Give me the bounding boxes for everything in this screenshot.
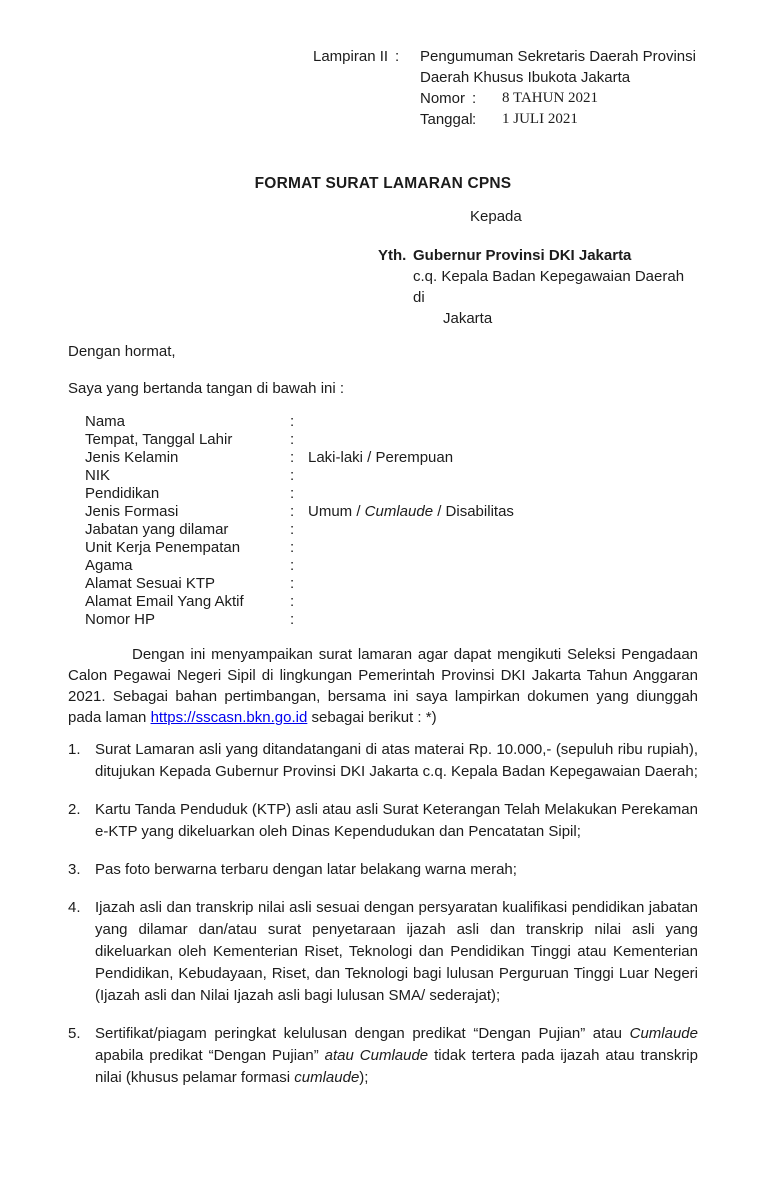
form-field-value [308,485,698,503]
list-item-text [95,799,698,843]
form-field-colon: : [290,413,295,430]
list-item-text [95,897,698,1007]
yth-label: Yth. [378,247,407,264]
form-row [85,503,698,521]
form-field-value [308,503,698,521]
text-segment: Laki-laki / Perempuan [308,449,454,466]
recipient-city: Jakarta [443,310,493,327]
meta-label: Tanggal [420,111,473,128]
form-row [85,467,698,485]
text-segment: Ijazah asli dan transkrip nilai asli sesuai dengan persyaratan kualifikasi pendidikan jabatan yang dilamar dan/atau surat penyetaraan ijazah asli dan transkrip nilai asli yang dikeluarkan oleh Kementerian Riset, Teknologi dan Pendidikan Tinggi atau Kementerian Pendidikan, Kebudayaan, Riset, dan Teknologi bagi lulusan Perguruan Tinggi Luar Negeri (Ijazah asli dan Nilai Ijazah asli bagi lulusan SMA/ sederajat); [95,899,698,1004]
form-field-colon: : [290,467,295,484]
form-field-value [308,413,698,431]
form-field-colon: : [290,539,295,556]
text-segment: tidak tertera pada ijazah atau transkrip nilai (khusus pelamar formasi [95,1047,698,1086]
form-field-value [308,449,698,467]
recipient-name: Gubernur Provinsi DKI Jakarta [413,247,632,264]
text-segment: Pas foto berwarna terbaru dengan latar belakang warna merah; [95,861,517,878]
form-field-label: Alamat Sesuai KTP [85,575,216,592]
form-field-label: Jenis Formasi [85,503,179,520]
list-item-number: 4. [68,899,81,916]
form-field-label: Tempat, Tanggal Lahir [85,431,233,448]
applicant-form [85,413,698,629]
list-item [68,859,698,881]
list-item-number: 3. [68,861,81,878]
lampiran-header [313,46,698,130]
list-item [68,1023,698,1089]
form-field-value [308,611,698,629]
form-field-label: Jabatan yang dilamar [85,521,229,538]
form-field-colon: : [290,485,295,502]
form-field-label: NIK [85,467,111,484]
list-item-text [95,739,698,783]
page-title: FORMAT SURAT LAMARAN CPNS [254,175,512,192]
form-field-colon: : [290,611,295,628]
sscasn-link[interactable]: https://sscasn.bkn.go.id [150,709,308,726]
text-segment: cumlaude [294,1069,360,1086]
lampiran-subject-line: Daerah Khusus Ibukota Jakarta [420,69,631,86]
meta-colon: : [472,90,477,107]
list-item-text [95,859,698,881]
form-field-label: Nama [85,413,126,430]
recipient-cq-line: c.q. Kepala Badan Kepegawaian Daerah [413,268,685,285]
lampiran-meta-row [420,109,698,130]
text-segment: ); [359,1069,369,1086]
text-segment: Surat Lamaran asli yang ditandatangani di atas materai Rp. 10.000,- (sepuluh ribu rupiah), ditujukan Kepada Gubernur Provinsi DKI Jakarta c.q. Kepala Badan Kepegawaian Daerah; [95,741,698,780]
lampiran-content [420,46,698,130]
lampiran-meta [420,88,698,130]
list-item-number: 5. [68,1025,81,1042]
recipient-block [378,245,698,329]
form-field-colon: : [290,557,295,574]
form-field-value [308,557,698,575]
lampiran-subject [420,46,698,88]
form-row [85,575,698,593]
kepada-label: Kepada [470,208,522,225]
text-segment: apabila predikat “Dengan Pujian” [95,1047,325,1064]
form-row [85,557,698,575]
form-row [85,593,698,611]
list-item-number: 1. [68,741,81,758]
text-segment: Dengan ini menyampaikan surat lamaran agar dapat mengikuti Seleksi Pengadaan Calon Pegawai Negeri Sipil di lingkungan Pemerintah Provinsi DKI Jakarta Tahun Anggaran 2021. Sebagai bahan pertimbangan, bersama ini saya lampirkan dokumen yang diunggah pada laman [68,646,698,726]
form-field-label: Agama [85,557,133,574]
text-segment: Kartu Tanda Penduduk (KTP) asli atau asli Surat Keterangan Telah Melakukan Perekaman e-KTP yang dikeluarkan oleh Dinas Kependudukan dan Pencatatan Sipil; [95,801,698,840]
form-field-label: Unit Kerja Penempatan [85,539,241,556]
form-row [85,611,698,629]
form-field-value [308,521,698,539]
form-field-value [308,593,698,611]
text-segment: Cumlaude [629,1025,698,1042]
list-item-number: 2. [68,801,81,818]
text-segment: atau Cumlaude [324,1047,429,1064]
form-row [85,449,698,467]
form-field-colon: : [290,449,295,466]
lampiran-meta-row [420,88,698,109]
text-segment: Umum / [308,503,365,520]
form-field-label: Pendidikan [85,485,160,502]
form-field-colon: : [290,431,295,448]
meta-colon: : [472,111,477,128]
lampiran-label: Lampiran II [313,48,389,65]
meta-label: Nomor [420,90,466,107]
form-row [85,539,698,557]
form-field-label: Alamat Email Yang Aktif [85,593,244,610]
document-list [68,739,698,1089]
form-row [85,413,698,431]
list-item [68,897,698,1007]
form-field-colon: : [290,521,295,538]
form-field-value [308,431,698,449]
form-row [85,431,698,449]
body-paragraph [68,644,698,728]
text-segment: sebagai berikut : *) [307,709,437,726]
text-segment: / Disabilitas [433,503,514,520]
form-row [85,485,698,503]
form-row [85,521,698,539]
list-item [68,739,698,783]
text-segment: Cumlaude [364,503,434,520]
salutation: Dengan hormat, [68,343,176,360]
intro-line: Saya yang bertanda tangan di bawah ini : [68,380,345,397]
meta-value: 8 TAHUN 2021 [502,90,599,106]
recipient-di-label: di [413,289,425,306]
form-field-colon: : [290,593,295,610]
form-field-label: Jenis Kelamin [85,449,179,466]
meta-value: 1 JULI 2021 [502,111,578,127]
form-field-value [308,539,698,557]
form-field-colon: : [290,575,295,592]
lampiran-colon: : [395,48,400,65]
text-segment: Sertifikat/piagam peringkat kelulusan dengan predikat “Dengan Pujian” atau [95,1025,630,1042]
list-item-text [95,1023,698,1089]
lampiran-subject-line: Pengumuman Sekretaris Daerah Provinsi [420,48,696,65]
form-field-value [308,575,698,593]
form-field-label: Nomor HP [85,611,156,628]
form-field-colon: : [290,503,295,520]
recipient-lines [413,245,684,329]
form-field-value [308,467,698,485]
list-item [68,799,698,843]
